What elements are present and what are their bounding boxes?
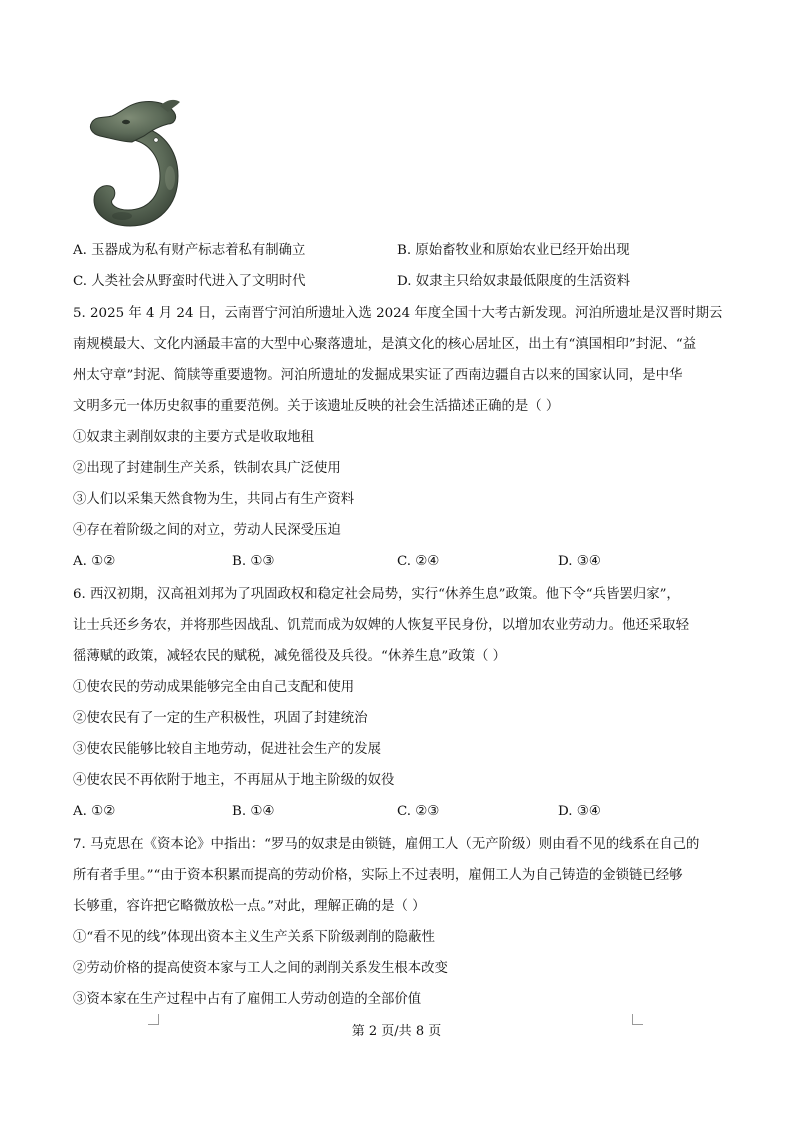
q6-option-a: A. ①② (73, 804, 116, 819)
q5-option-d: D. ③④ (558, 554, 601, 569)
q6-stem-line-1: 6. 西汉初期，汉高祖刘邦为了巩固政权和稳定社会局势，实行“休养生息”政策。他下令“兵皆罢归家”， (73, 587, 680, 602)
q7-item-1: ①“看不见的线”体现出资本主义生产关系下阶级剥削的隐蔽性 (73, 930, 435, 945)
q6-option-b: B. ①④ (232, 804, 275, 819)
q4-option-c: C. 人类社会从野蛮时代进入了文明时代 (73, 274, 306, 289)
q6-item-3: ③使农民能够比较自主地劳动，促进社会生产的发展 (73, 742, 381, 757)
q4-option-b: B. 原始畜牧业和原始农业已经开始出现 (397, 243, 630, 258)
q6-item-1: ①使农民的劳动成果能够完全由自己支配和使用 (73, 680, 355, 695)
jade-dragon-illustration (82, 98, 186, 230)
q5-option-c: C. ②④ (397, 554, 440, 569)
q5-stem-line-3: 州太守章”封泥、简牍等重要遗物。河泊所遗址的发掘成果实证了西南边疆自古以来的国家认同，是中华 (73, 368, 683, 383)
q5-item-2: ②出现了封建制生产关系，铁制农具广泛使用 (73, 461, 341, 476)
q6-stem-line-3: 徭薄赋的政策，减轻农民的赋税，减免徭役及兵役。“休养生息”政策（ ） (73, 649, 507, 664)
q5-item-1: ①奴隶主剥削奴隶的主要方式是收取地租 (73, 430, 315, 445)
q7-item-3: ③资本家在生产过程中占有了雇佣工人劳动创造的全部价值 (73, 992, 422, 1007)
q4-option-a: A. 玉器成为私有财产标志着私有制确立 (73, 243, 306, 258)
q5-item-4: ④存在着阶级之间的对立，劳动人民深受压迫 (73, 523, 341, 538)
q6-item-2: ②使农民有了一定的生产积极性，巩固了封建统治 (73, 711, 368, 726)
q4-option-d: D. 奴隶主只给奴隶最低限度的生活资料 (397, 274, 631, 289)
q7-stem-line-3: 长够重，容许把它略微放松一点。”对此，理解正确的是（ ） (73, 899, 426, 914)
q5-stem-line-1: 5. 2025 年 4 月 24 日，云南晋宁河泊所遗址入选 2024 年度全国十大考古新发现。河泊所遗址是汉晋时期云 (73, 306, 723, 321)
q5-stem-line-2: 南规模最大、文化内涵最丰富的大型中心聚落遗址，是滇文化的核心居址区，出土有“滇国相印”封泥、“益 (73, 337, 697, 352)
jade-dragon-image (82, 98, 186, 230)
q5-option-a: A. ①② (73, 554, 116, 569)
q5-stem-line-4: 文明多元一体历史叙事的重要范例。关于该遗址反映的社会生活描述正确的是（ ） (73, 399, 560, 414)
q6-item-4: ④使农民不再依附于地主，不再屈从于地主阶级的奴役 (73, 773, 395, 788)
q5-item-3: ③人们以采集天然食物为生，共同占有生产资料 (73, 492, 355, 507)
q7-item-2: ②劳动价格的提高使资本家与工人之间的剥削关系发生根本改变 (73, 961, 448, 976)
q5-option-b: B. ①③ (232, 554, 275, 569)
q7-stem-line-1: 7. 马克思在《资本论》中指出：“罗马的奴隶是由锁链，雇佣工人（无产阶级）则由看不见的线系在自己的 (73, 837, 700, 852)
q7-stem-line-2: 所有者手里。”“由于资本积累而提高的劳动价格，实际上不过表明，雇佣工人为自己铸造的金锁链已经够 (73, 868, 683, 883)
page-footer: 第 2 页/共 8 页 (351, 1024, 442, 1039)
q6-stem-line-2: 让士兵还乡务农，并将那些因战乱、饥荒而成为奴婢的人恢复平民身份，以增加农业劳动力。他还采取轻 (73, 618, 689, 633)
q6-option-c: C. ②③ (397, 804, 440, 819)
q6-option-d: D. ③④ (558, 804, 601, 819)
